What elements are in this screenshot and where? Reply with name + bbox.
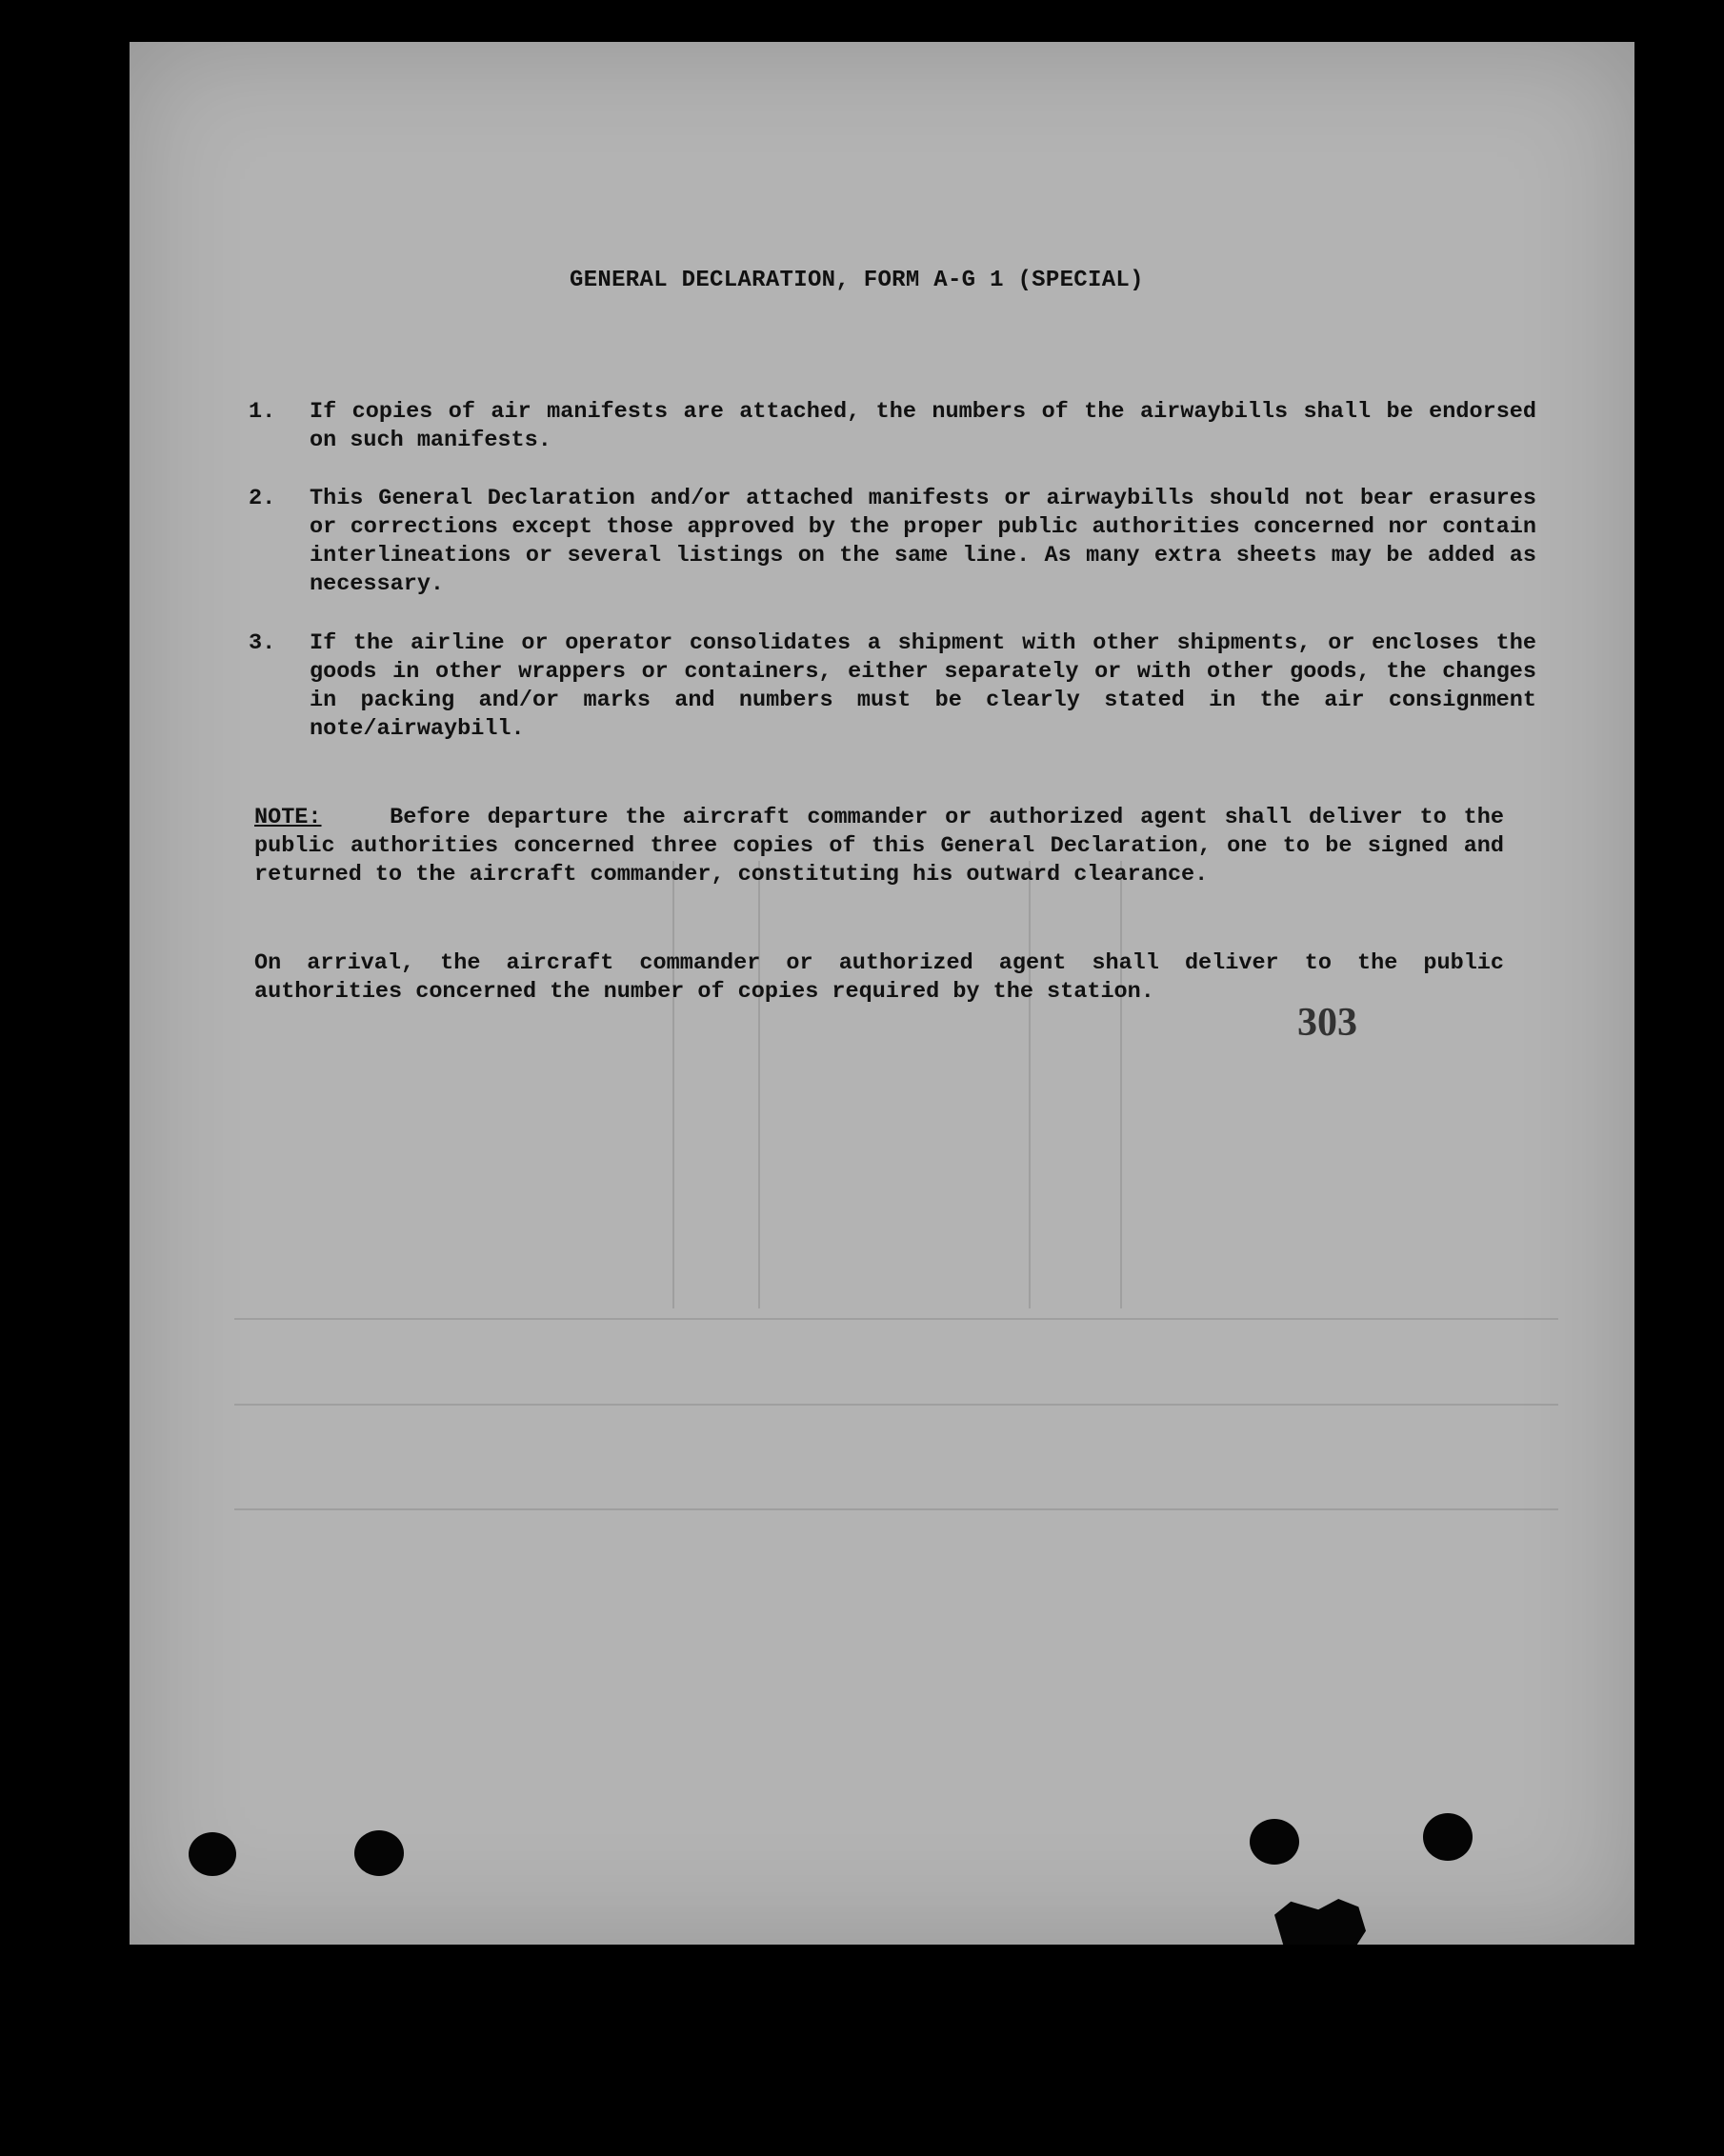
instruction-item-3 <box>249 629 1634 744</box>
bleed-through-rule <box>234 1404 1558 1406</box>
instruction-item-2 <box>249 485 1634 599</box>
bleed-through-rule <box>234 1318 1558 1320</box>
punch-hole <box>189 1832 236 1876</box>
punch-hole <box>1423 1813 1473 1861</box>
bleed-through-rule <box>1029 861 1031 1308</box>
bleed-through-rule <box>1120 861 1122 1308</box>
instruction-item-1 <box>249 398 1634 455</box>
punch-hole <box>354 1830 404 1876</box>
torn-edge <box>1274 1899 1366 1945</box>
bleed-through-rule <box>672 861 674 1308</box>
document-page <box>130 42 1634 1945</box>
note-paragraph <box>254 804 1504 889</box>
stamped-number: 303 <box>1297 1001 1357 1045</box>
form-title: GENERAL DECLARATION, FORM A-G 1 (SPECIAL) <box>570 268 1144 293</box>
item-number: 1. <box>249 399 276 425</box>
bleed-through-text <box>663 1221 672 1266</box>
arrival-paragraph: On arrival, the aircraft commander or authorized agent shall deliver to the public authorities concerned the number of copies required by the station. <box>254 950 1504 1005</box>
item-number: 3. <box>249 630 276 656</box>
item-text: If copies of air manifests are attached, the numbers of the airwaybills shall be endorsed on such manifests. <box>310 399 1536 453</box>
item-number: 2. <box>249 486 276 511</box>
item-text: If the airline or operator consolidates a shipment with other shipments, or encloses the goods in other wrappers or containers, either separately or with other goods, the changes in packing and/or marks and numbers must be clearly stated in the air consignment note/airwaybill. <box>310 630 1536 742</box>
note-label: NOTE: <box>254 805 322 830</box>
bleed-through-rule <box>758 861 760 1308</box>
bleed-through-rule <box>234 1508 1558 1510</box>
note-text: Before departure the aircraft commander or authorized agent shall deliver to the public authorities concerned three copies of this General Declaration, one to be signed and returned to the aircraft commander, constituting his outward clearance. <box>254 805 1504 888</box>
item-text: This General Declaration and/or attached manifests or airwaybills should not bear erasures or corrections except those approved by the proper public authorities concerned nor contain interlineations or several listings on the same line. As many extra sheets may be added as necessary. <box>310 486 1536 597</box>
punch-hole <box>1250 1819 1299 1865</box>
